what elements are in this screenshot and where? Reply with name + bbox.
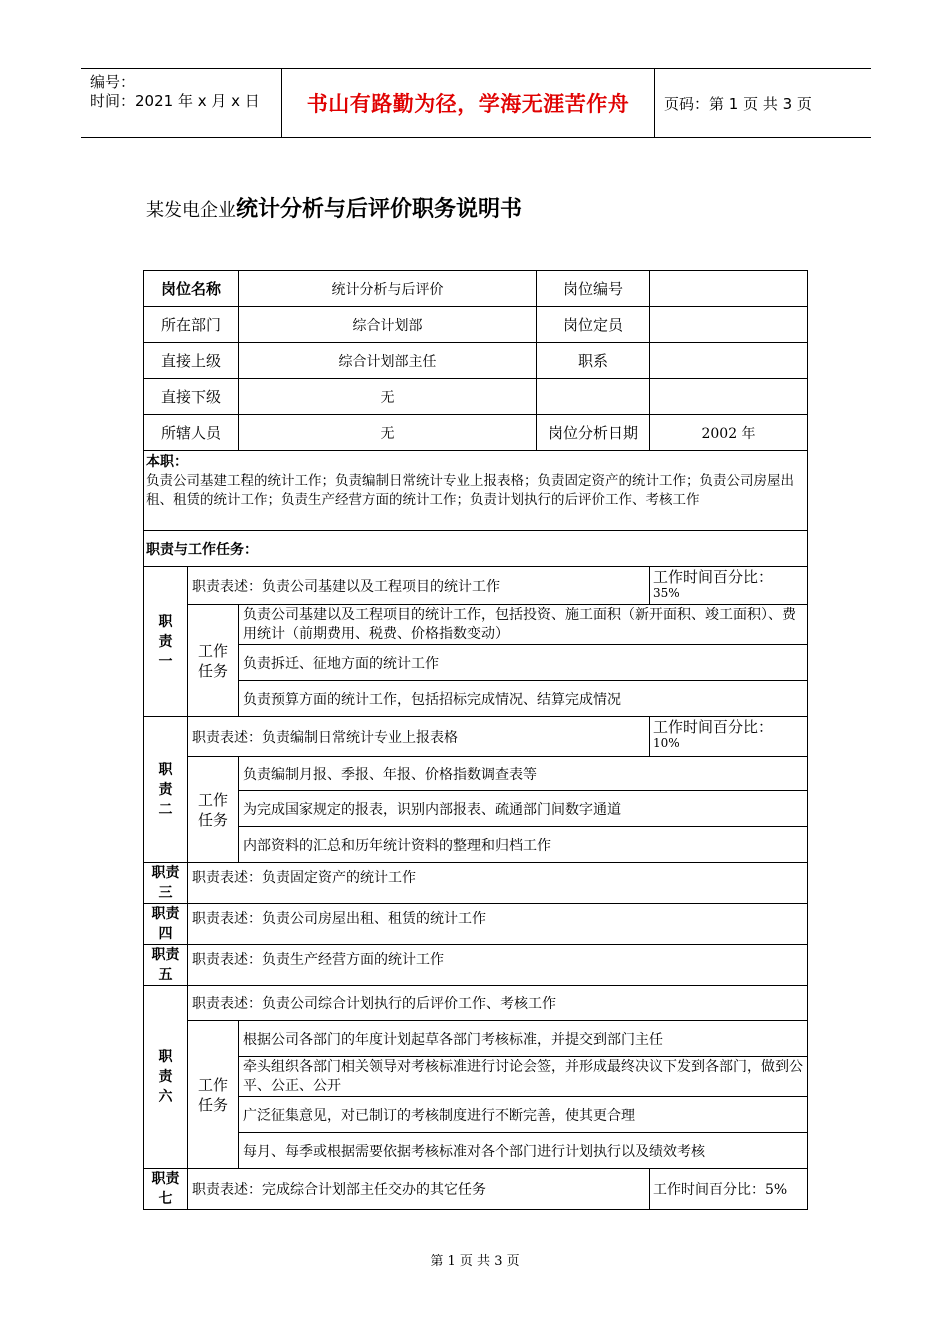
title-main: 统计分析与后评价职务说明书: [236, 197, 523, 222]
task-row: [144, 757, 808, 791]
subordinate-label: 直接下级: [144, 379, 239, 415]
task-item: 每月、每季或根据需要依据考核标准对各个部门进行计划执行以及绩效考核: [239, 1133, 808, 1169]
task-item: 广泛征集意见，对已制订的考核制度进行不断完善，使其更合理: [239, 1097, 808, 1133]
superior-label: 直接上级: [144, 343, 239, 379]
task-row: [144, 791, 808, 827]
task-item: 根据公司各部门的年度计划起草各部门考核标准，并提交到部门主任: [239, 1021, 808, 1057]
task-row: [144, 1133, 808, 1169]
header-meta: [81, 69, 281, 137]
title-prefix: 某发电企业: [146, 200, 236, 221]
duty-description: 职责表述：负责公司综合计划执行的后评价工作、考核工作: [188, 986, 808, 1021]
task-row: [144, 1021, 808, 1057]
task-row: [144, 605, 808, 645]
quota-value: [650, 307, 808, 343]
subordinate-value: 无: [239, 379, 537, 415]
grade-label: 职系: [537, 343, 650, 379]
code-value: [650, 271, 808, 307]
analysis-date-label: 岗位分析日期: [537, 415, 650, 451]
task-item: 负责预算方面的统计工作，包括招标完成情况、结算完成情况: [239, 681, 808, 717]
summary-row: [144, 451, 808, 531]
info-row: [144, 343, 808, 379]
duty-row: [144, 863, 808, 904]
duty-summary: [144, 451, 808, 531]
grade-value: [650, 343, 808, 379]
task-row: [144, 1057, 808, 1097]
duty-label: 职责六: [144, 986, 188, 1169]
staff-value: 无: [239, 415, 537, 451]
tasks-header: 职责与工作任务：: [144, 531, 808, 567]
duty-description: 职责表述：负责生产经营方面的统计工作: [188, 945, 808, 986]
duty-label: 职责三: [144, 863, 188, 904]
task-item: 负责编制月报、季报、年报、价格指数调查表等: [239, 757, 808, 791]
task-row: [144, 1097, 808, 1133]
time-percentage: 工作时间百分比：5%: [650, 1169, 808, 1210]
superior-value: 综合计划部主任: [239, 343, 537, 379]
duty-description: 职责表述：完成综合计划部主任交办的其它任务: [188, 1169, 650, 1210]
analysis-date-value: 2002 年: [650, 415, 808, 451]
info-row: [144, 271, 808, 307]
task-item: 为完成国家规定的报表，识别内部报表、疏通部门间数字通道: [239, 791, 808, 827]
task-item: 负责公司基建以及工程项目的统计工作，包括投资、施工面积（新开面积、竣工面积）、费用统计（前期费用、税费、价格指数变动）: [239, 605, 808, 645]
work-task-label: 工作任务: [188, 1021, 239, 1169]
task-item: 牵头组织各部门相关领导对考核标准进行讨论会签，并形成最终决议下发到各部门，做到公平、公正、公开: [239, 1057, 808, 1097]
duty-row: [144, 717, 808, 757]
duty-description: 职责表述：负责公司基建以及工程项目的统计工作: [188, 567, 650, 605]
duty-row: [144, 904, 808, 945]
document-title: [146, 192, 522, 223]
summary-label: 本职：: [146, 454, 188, 470]
work-task-label: 工作任务: [188, 757, 239, 863]
number-label: 编号：: [90, 73, 136, 91]
duty-label: 职责一: [144, 567, 188, 717]
duty-description: 职责表述：负责固定资产的统计工作: [188, 863, 808, 904]
duty-label: 职责七: [144, 1169, 188, 1210]
duty-label: 职责五: [144, 945, 188, 986]
motto: 书山有路勤为径，学海无涯苦作舟: [281, 69, 655, 137]
page-footer: 第 1 页 共 3 页: [430, 1254, 520, 1269]
duty-row: [144, 986, 808, 1021]
dept-value: 综合计划部: [239, 307, 537, 343]
task-row: [144, 645, 808, 681]
staff-label: 所辖人员: [144, 415, 239, 451]
job-description-table: [143, 270, 808, 1210]
time-percentage: 工作时间百分比： 10%: [650, 717, 808, 757]
info-row: [144, 307, 808, 343]
summary-text: 负责公司基建工程的统计工作；负责编制日常统计专业上报表格；负责固定资产的统计工作；负责公司房屋出租、租赁的统计工作；负责生产经营方面的统计工作；负责计划执行的后评价工作、考核工作: [146, 473, 794, 508]
time-percentage: 工作时间百分比： 35%: [650, 567, 808, 605]
duty-label: 职责四: [144, 904, 188, 945]
quota-label: 岗位定员: [537, 307, 650, 343]
time-label: 时间：2021 年 x 月 x 日: [90, 92, 260, 110]
task-item: 负责拆迁、征地方面的统计工作: [239, 645, 808, 681]
duty-description: 职责表述：负责公司房屋出租、租赁的统计工作: [188, 904, 808, 945]
task-row: [144, 827, 808, 863]
duty-description: 职责表述：负责编制日常统计专业上报表格: [188, 717, 650, 757]
task-row: [144, 681, 808, 717]
duty-label: 职责二: [144, 717, 188, 863]
info-row: [144, 415, 808, 451]
duty-row: [144, 567, 808, 605]
task-item: 内部资料的汇总和历年统计资料的整理和归档工作: [239, 827, 808, 863]
duty-row: [144, 1169, 808, 1210]
name-value: 统计分析与后评价: [239, 271, 537, 307]
tasks-header-row: [144, 531, 808, 567]
duty-row: [144, 945, 808, 986]
code-label: 岗位编号: [537, 271, 650, 307]
page-header: [81, 68, 871, 138]
info-row: [144, 379, 808, 415]
dept-label: 所在部门: [144, 307, 239, 343]
page-number-label: 页码：第 1 页 共 3 页: [664, 94, 812, 113]
work-task-label: 工作任务: [188, 605, 239, 717]
name-label: 岗位名称: [144, 271, 239, 307]
